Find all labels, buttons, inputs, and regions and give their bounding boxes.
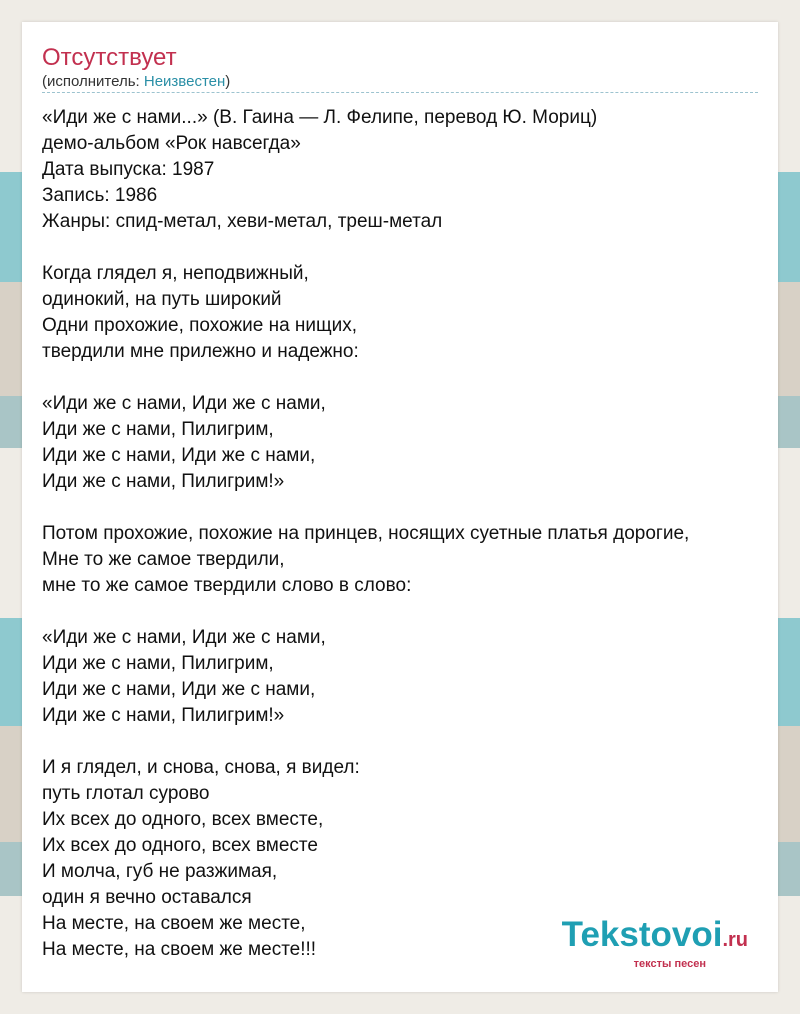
site-logo[interactable] [528,917,748,970]
lyric-line: Дата выпуска: 1987 [42,159,215,180]
lyric-line: «Иди же с нами, Иди же с нами, [42,627,326,648]
lyric-line: Их всех до одного, всех вместе, [42,809,324,830]
lyric-line: «Иди же с нами, Иди же с нами, [42,393,326,414]
lyric-line: одинокий, на путь широкий [42,289,282,310]
lyrics-card [22,22,778,992]
divider [42,92,758,93]
artist-link[interactable]: Неизвестен [143,73,226,90]
artist-suffix: ) [225,73,231,90]
song-title: Отсутствует [42,44,177,71]
lyric-line: Иди же с нами, Пилигрим, [42,419,274,440]
logo-tagline: тексты песен [633,958,706,970]
lyric-line: Мне то же самое твердили, [42,549,285,570]
logo-tld: .ru [722,929,748,951]
blank-line [42,599,762,625]
logo-name: Tekstovoi [561,915,723,954]
artist-prefix: (исполнитель: [42,73,144,90]
lyric-line: «Иди же с нами...» (В. Гаина — Л. Фелипе, перевод Ю. Мориц) [42,107,598,128]
lyric-line: мне то же самое твердили слово в слово: [42,575,412,596]
lyric-line: Иди же с нами, Пилигрим, [42,653,274,674]
blank-line [42,365,762,391]
lyric-line: Запись: 1986 [42,185,158,206]
lyric-line: На месте, на своем же месте!!! [42,939,317,960]
lyric-line: демо-альбом «Рок навсегда» [42,133,301,154]
blank-line [42,495,762,521]
lyric-line: один я вечно оставался [42,887,252,908]
lyric-line: Иди же с нами, Иди же с нами, [42,445,316,466]
lyric-line: Одни прохожие, похожие на нищих, [42,315,358,336]
lyric-line: путь глотал сурово [42,783,210,804]
lyric-line: Когда глядел я, неподвижный, [42,263,309,284]
lyric-line: Потом прохожие, похожие на принцев, носящих суетные платья дорогие, [42,523,690,544]
blank-line [42,235,762,261]
lyrics-text [42,105,762,963]
lyric-line: И молча, губ не разжимая, [42,861,278,882]
blank-line [42,729,762,755]
lyric-line: Иди же с нами, Пилигрим!» [42,705,285,726]
lyric-line: Их всех до одного, всех вместе [42,835,318,856]
artist-line [42,73,230,91]
lyric-line: Жанры: спид-метал, хеви-метал, треш-метал [42,211,443,232]
lyric-line: На месте, на своем же месте, [42,913,306,934]
lyric-line: Иди же с нами, Иди же с нами, [42,679,316,700]
lyric-line: Иди же с нами, Пилигрим!» [42,471,285,492]
lyric-line: твердили мне прилежно и надежно: [42,341,359,362]
lyric-line: И я глядел, и снова, снова, я видел: [42,757,360,778]
